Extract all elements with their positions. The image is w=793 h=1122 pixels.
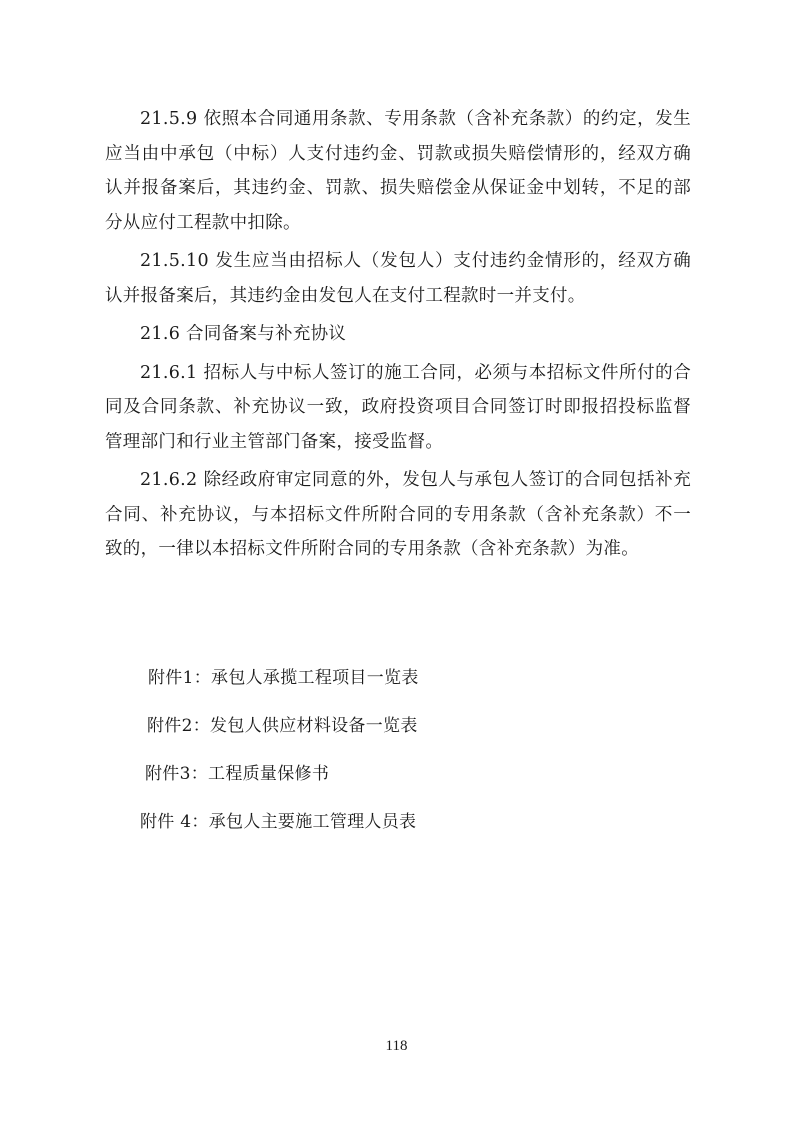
attachment-label: 附件2: [147, 716, 193, 736]
attachment-separator: ：: [190, 764, 209, 784]
page-number: 118: [385, 1038, 408, 1054]
clause-21-6-2: 21.6.2 除经政府审定同意的外，发包人与承包人签订的合同包括补充合同、补充协议，与本招标文件所附合同的专用条款（含补充条款）不一致的，一律以本招标文件所附合同的专用条款（含补充条款）为准。: [105, 470, 691, 559]
attachment-item: [140, 702, 640, 750]
clause-21-6-1: 21.6.1 招标人与中标人签订的施工合同，必须与本招标文件所付的合同及合同条款、补充协议一致，政府投资项目合同签订时即报招投标监督管理部门和行业主管部门备案，接受监督。: [105, 362, 691, 452]
attachment-title: 承包人主要施工管理人员表: [208, 812, 417, 832]
attachment-label: 附件3: [145, 764, 191, 784]
attachment-list: [140, 654, 640, 846]
clause-21-5-9: 21.5.9 依照本合同通用条款、专用条款（含补充条款）的约定，发生应当由中承包（中标）人支付违约金、罚款或损失赔偿情形的，经双方确认并报备案后，其违约金、罚款、损失赔偿金从保证金中划转，不足的部分从应付工程款中扣除。: [105, 109, 691, 233]
body-text: [105, 102, 691, 571]
attachment-label: 附件 4: [140, 812, 192, 832]
attachment-title: 工程质量保修书: [208, 764, 330, 784]
attachment-item: [140, 798, 640, 846]
attachment-label: 附件1: [148, 668, 194, 688]
attachment-separator: ：: [191, 812, 209, 832]
attachment-separator: ：: [193, 668, 212, 688]
attachment-title: 发包人供应材料设备一览表: [210, 716, 418, 736]
section-heading-21-6: 21.6 合同备案与补充协议: [140, 324, 347, 344]
attachment-separator: ：: [192, 716, 211, 736]
attachment-item: [140, 750, 640, 798]
attachment-title: 承包人承揽工程项目一览表: [211, 668, 419, 688]
attachment-item: [140, 654, 640, 702]
clause-21-5-10: 21.5.10 发生应当由招标人（发包人）支付违约金情形的，经双方确认并报备案后，其违约金由发包人在支付工程款时一并支付。: [105, 251, 691, 306]
